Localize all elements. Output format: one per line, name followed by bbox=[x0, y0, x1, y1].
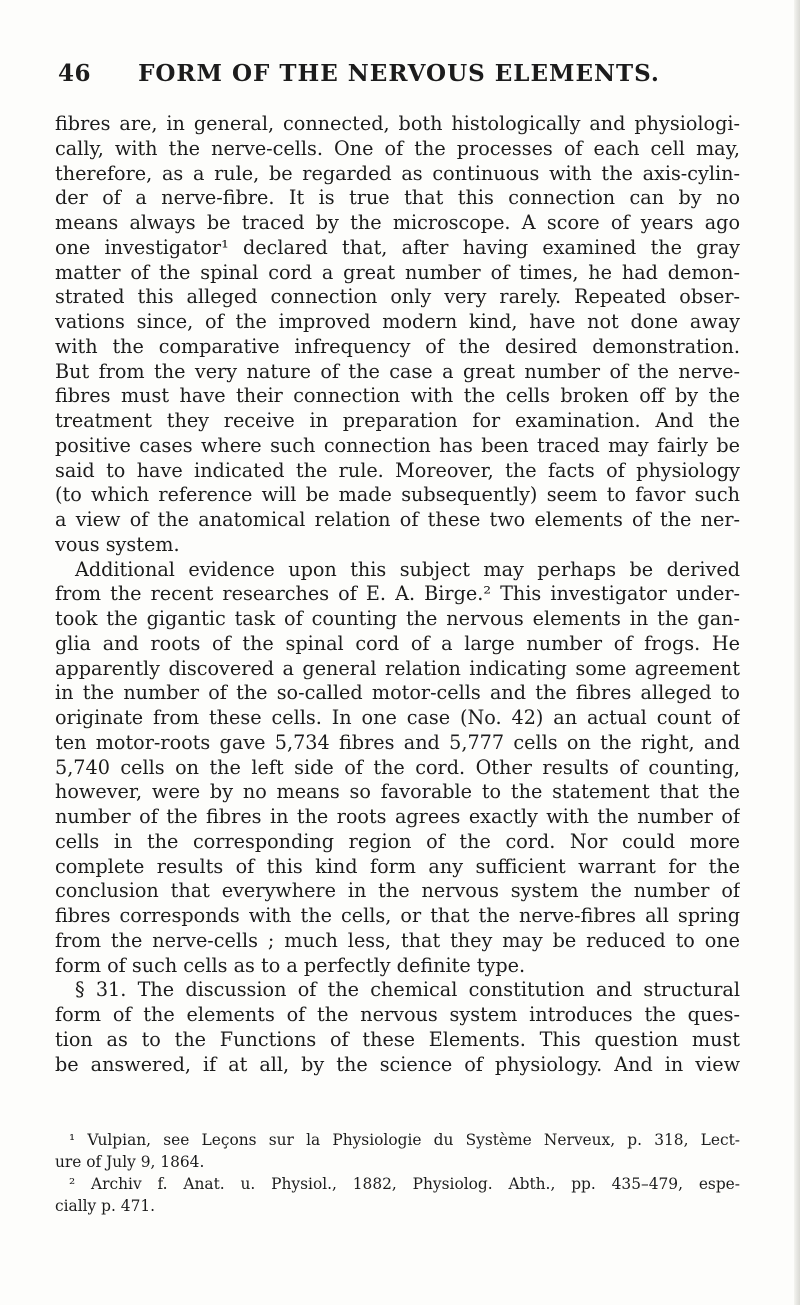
text-line: number of the fibres in the roots agrees exactly with the number of bbox=[55, 805, 740, 828]
text-line: from the nerve-cells ; much less, that they may be reduced to one bbox=[55, 928, 740, 952]
text-line: cells in the corresponding region of the cord. Nor could more bbox=[55, 829, 740, 853]
page-number: 46 bbox=[58, 60, 92, 87]
text-line: glia and roots of the spinal cord of a large number of frogs. He bbox=[55, 631, 740, 655]
running-head: FORM OF THE NERVOUS ELEMENTS. bbox=[138, 60, 660, 87]
text-line: with the comparative infrequency of the desired demonstration. bbox=[55, 334, 740, 358]
text-line: be answered, if at all, by the science of physiology. And in view bbox=[55, 1052, 740, 1076]
body-text bbox=[55, 112, 740, 1077]
text-line: tion as to the Functions of these Elements. This question must bbox=[55, 1027, 740, 1051]
text-line: matter of the spinal cord a great number of times, he had demon- bbox=[55, 260, 740, 284]
text-line: vous system. bbox=[55, 532, 180, 556]
page-header bbox=[58, 60, 740, 90]
footnotes bbox=[55, 1129, 740, 1217]
text-line: took the gigantic task of counting the nervous elements in the gan- bbox=[55, 607, 740, 630]
text-line: however, were by no means so favorable to the statement that the bbox=[55, 780, 740, 804]
text-line: fibres must have their connection with the cells broken off by the bbox=[55, 384, 740, 408]
text-line: cally, with the nerve-cells. One of the processes of each cell may, bbox=[55, 136, 740, 160]
text-line: in the number of the so-called motor-cells and the fibres alleged to bbox=[55, 681, 740, 705]
text-line: originate from these cells. In one case (No. 42) an actual count of bbox=[55, 706, 740, 729]
text-line: ten motor-roots gave 5,734 fibres and 5,777 cells on the right, and bbox=[55, 730, 740, 754]
text-line: said to have indicated the rule. Moreover, the facts of physiology bbox=[55, 458, 740, 482]
text-line: one investigator¹ declared that, after having examined the gray bbox=[55, 235, 740, 259]
text-line: form of such cells as to a perfectly definite type. bbox=[55, 953, 526, 977]
text-line: apparently discovered a general relation indicating some agreement bbox=[55, 656, 740, 680]
text-line: therefore, as a rule, be regarded as continuous with the axis-cylin- bbox=[55, 161, 740, 185]
text-line: (to which reference will be made subsequently) seem to favor such bbox=[55, 483, 740, 507]
text-line: 5,740 cells on the left side of the cord. Other results of counting, bbox=[55, 755, 740, 779]
text-line: form of the elements of the nervous system introduces the ques- bbox=[55, 1003, 740, 1026]
text-line: treatment they receive in preparation for examination. And the bbox=[55, 409, 740, 432]
text-line: from the recent researches of E. A. Birge.² This investigator under- bbox=[55, 582, 740, 606]
footnote-2-line-2: cially p. 471. bbox=[55, 1197, 156, 1215]
text-line: strated this alleged connection only very rarely. Repeated obser- bbox=[55, 285, 740, 309]
text-line: vations since, of the improved modern kind, have not done away bbox=[55, 310, 740, 333]
text-line: fibres are, in general, connected, both histologically and physiologi- bbox=[55, 112, 740, 135]
page-edge-shadow bbox=[794, 0, 800, 1305]
text-line: positive cases where such connection has been traced may fairly be bbox=[55, 433, 740, 457]
footnote-1-line-2: ure of July 9, 1864. bbox=[55, 1153, 205, 1171]
paragraph-start-line: Additional evidence upon this subject may perhaps be derived bbox=[75, 557, 740, 581]
text-line: means always be traced by the microscope. A score of years ago bbox=[55, 211, 740, 234]
footnote-2-line-1: ² Archiv f. Anat. u. Physiol., 1882, Physiolog. Abth., pp. 435–479, espe- bbox=[69, 1175, 740, 1193]
text-line: complete results of this kind form any sufficient warrant for the bbox=[55, 854, 740, 878]
text-line: fibres corresponds with the cells, or that the nerve-fibres all spring bbox=[55, 904, 740, 927]
text-line: a view of the anatomical relation of these two elements of the ner- bbox=[55, 508, 740, 531]
text-line: conclusion that everywhere in the nervous system the number of bbox=[55, 879, 740, 903]
text-line: der of a nerve-fibre. It is true that this connection can by no bbox=[55, 186, 740, 210]
section-start-line: § 31. The discussion of the chemical constitution and structural bbox=[75, 978, 740, 1002]
footnote-1-line-1: ¹ Vulpian, see Leçons sur la Physiologie du Système Nerveux, p. 318, Lect- bbox=[69, 1131, 740, 1149]
text-line: But from the very nature of the case a great number of the nerve- bbox=[55, 359, 740, 383]
